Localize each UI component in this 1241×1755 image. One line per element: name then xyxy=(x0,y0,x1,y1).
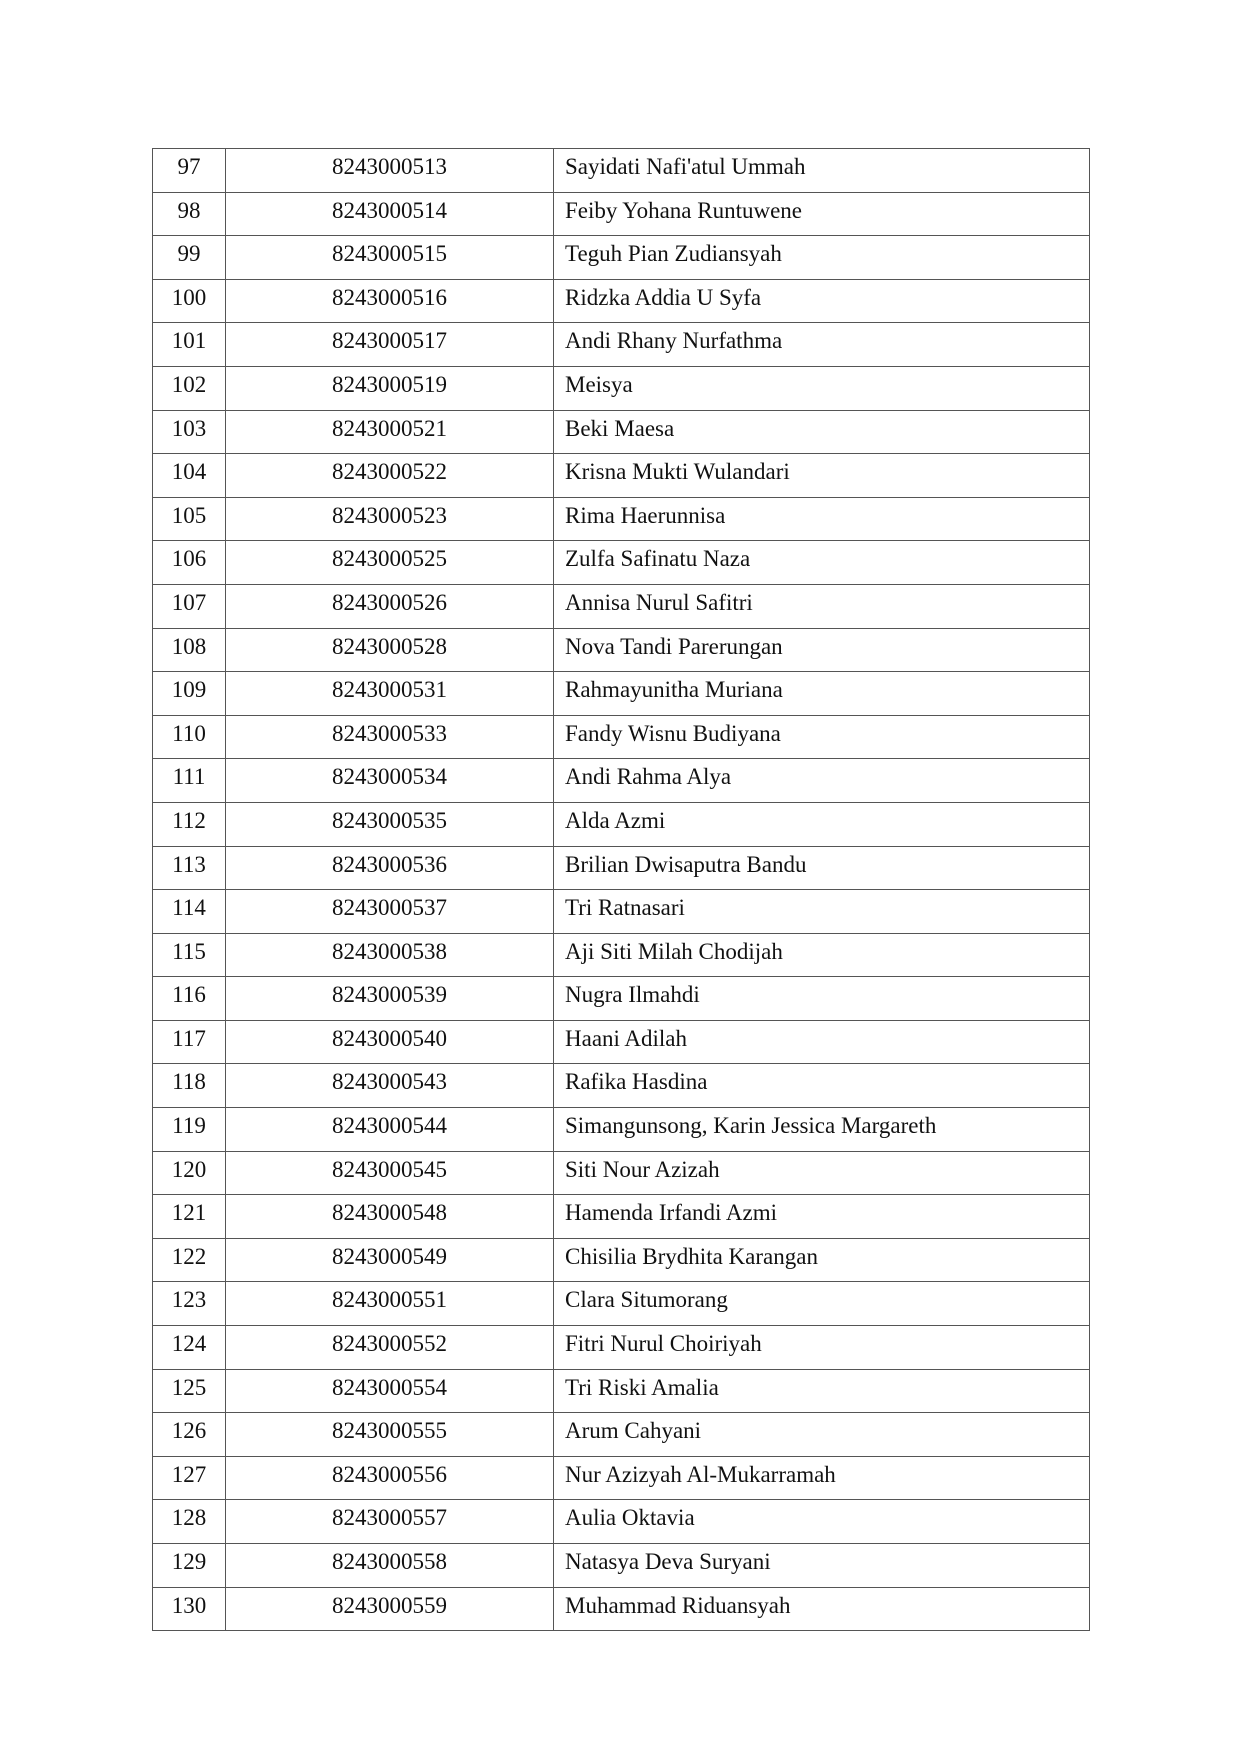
student-name-text: Zulfa Safinatu Naza xyxy=(565,546,751,572)
student-id-cell xyxy=(226,1151,554,1195)
row-number-text: 106 xyxy=(171,546,207,572)
student-id-cell xyxy=(226,890,554,934)
student-name-text: Meisya xyxy=(565,371,633,397)
row-number-cell xyxy=(153,1151,226,1195)
table-row xyxy=(153,1587,1090,1631)
row-number-cell xyxy=(153,454,226,498)
row-number-cell xyxy=(153,977,226,1021)
row-number-text: 104 xyxy=(171,459,207,485)
student-id-cell xyxy=(226,933,554,977)
student-name-text: Simangunsong, Karin Jessica Margareth xyxy=(565,1113,937,1139)
student-id-cell xyxy=(226,192,554,236)
table-row xyxy=(153,1500,1090,1544)
student-name-text: Clara Situmorang xyxy=(565,1287,728,1313)
row-number-text: 98 xyxy=(177,197,201,223)
student-name-cell xyxy=(554,1369,1090,1413)
student-id-text: 8243000540 xyxy=(332,1025,447,1051)
row-number-cell xyxy=(153,410,226,454)
table-row xyxy=(153,1413,1090,1457)
student-id-cell xyxy=(226,1238,554,1282)
table-row xyxy=(153,410,1090,454)
table-body xyxy=(153,149,1090,1631)
student-name-cell xyxy=(554,410,1090,454)
table-row xyxy=(153,1108,1090,1152)
student-id-text: 8243000549 xyxy=(332,1243,447,1269)
row-number-cell xyxy=(153,1195,226,1239)
row-number-text: 102 xyxy=(171,371,207,397)
student-name-cell xyxy=(554,497,1090,541)
table-row xyxy=(153,715,1090,759)
row-number-cell xyxy=(153,672,226,716)
student-name-text: Sayidati Nafi'atul Ummah xyxy=(565,154,806,179)
student-name-cell xyxy=(554,1238,1090,1282)
row-number-cell xyxy=(153,497,226,541)
student-id-cell xyxy=(226,628,554,672)
row-number-text: 105 xyxy=(171,502,207,528)
student-name-cell xyxy=(554,366,1090,410)
table-row xyxy=(153,1544,1090,1588)
student-name-cell xyxy=(554,1500,1090,1544)
table-row xyxy=(153,890,1090,934)
student-name-text: Arum Cahyani xyxy=(565,1418,702,1444)
table-row xyxy=(153,628,1090,672)
row-number-cell xyxy=(153,236,226,280)
table-row xyxy=(153,541,1090,585)
table-row xyxy=(153,236,1090,280)
row-number-cell xyxy=(153,1282,226,1326)
student-id-text: 8243000551 xyxy=(332,1287,447,1313)
row-number-cell xyxy=(153,1108,226,1152)
row-number-text: 122 xyxy=(171,1243,207,1269)
student-id-text: 8243000554 xyxy=(332,1374,447,1400)
row-number-text: 125 xyxy=(171,1374,207,1400)
student-name-cell xyxy=(554,454,1090,498)
row-number-text: 116 xyxy=(172,982,206,1008)
student-name-cell xyxy=(554,628,1090,672)
student-name-cell xyxy=(554,1544,1090,1588)
student-name-cell xyxy=(554,1282,1090,1326)
student-id-text: 8243000552 xyxy=(332,1331,447,1357)
student-id-cell xyxy=(226,802,554,846)
student-id-text: 8243000544 xyxy=(332,1113,447,1139)
row-number-cell xyxy=(153,1326,226,1370)
student-id-text: 8243000536 xyxy=(332,851,447,877)
student-id-text: 8243000545 xyxy=(332,1156,447,1182)
row-number-text: 121 xyxy=(171,1200,207,1226)
student-id-cell xyxy=(226,1108,554,1152)
row-number-cell xyxy=(153,1544,226,1588)
row-number-text: 129 xyxy=(171,1549,207,1574)
student-name-text: Teguh Pian Zudiansyah xyxy=(565,241,782,267)
row-number-text: 107 xyxy=(171,589,207,615)
row-number-text: 99 xyxy=(177,241,201,267)
student-name-text: Brilian Dwisaputra Bandu xyxy=(565,851,807,877)
student-id-text: 8243000517 xyxy=(332,328,447,354)
student-id-text: 8243000555 xyxy=(332,1418,447,1444)
row-number-cell xyxy=(153,1413,226,1457)
row-number-cell xyxy=(153,802,226,846)
table-row xyxy=(153,279,1090,323)
table-row xyxy=(153,1238,1090,1282)
table-row xyxy=(153,802,1090,846)
row-number-text: 120 xyxy=(171,1156,207,1182)
student-name-text: Annisa Nurul Safitri xyxy=(565,589,753,615)
student-id-text: 8243000514 xyxy=(332,197,447,223)
table-row xyxy=(153,1326,1090,1370)
student-name-text: Fandy Wisnu Budiyana xyxy=(565,720,781,746)
student-id-text: 8243000521 xyxy=(332,415,447,441)
student-id-cell xyxy=(226,454,554,498)
row-number-text: 113 xyxy=(172,851,206,877)
row-number-cell xyxy=(153,1587,226,1631)
student-name-text: Aulia Oktavia xyxy=(565,1505,695,1531)
student-name-text: Andi Rhany Nurfathma xyxy=(565,328,783,354)
table-row xyxy=(153,497,1090,541)
student-name-text: Ridzka Addia U Syfa xyxy=(565,284,762,310)
row-number-cell xyxy=(153,366,226,410)
student-name-text: Hamenda Irfandi Azmi xyxy=(565,1200,778,1226)
student-name-text: Rahmayunitha Muriana xyxy=(565,677,783,703)
student-name-cell xyxy=(554,672,1090,716)
student-id-cell xyxy=(226,541,554,585)
table-row xyxy=(153,366,1090,410)
student-list-table xyxy=(152,148,1090,1631)
student-id-text: 8243000516 xyxy=(332,284,447,310)
table-row xyxy=(153,977,1090,1021)
student-name-cell xyxy=(554,1020,1090,1064)
student-id-text: 8243000534 xyxy=(332,764,447,790)
student-name-text: Rafika Hasdina xyxy=(565,1069,708,1095)
row-number-text: 112 xyxy=(172,807,206,833)
table-row xyxy=(153,454,1090,498)
row-number-text: 128 xyxy=(171,1505,207,1531)
student-id-text: 8243000523 xyxy=(332,502,447,528)
table-row xyxy=(153,1195,1090,1239)
row-number-cell xyxy=(153,759,226,803)
student-name-cell xyxy=(554,541,1090,585)
student-id-text: 8243000556 xyxy=(332,1461,447,1487)
student-name-text: Fitri Nurul Choiriyah xyxy=(565,1331,762,1357)
row-number-cell xyxy=(153,1500,226,1544)
student-name-cell xyxy=(554,715,1090,759)
row-number-text: 103 xyxy=(171,415,207,441)
student-id-text: 8243000559 xyxy=(332,1592,447,1618)
student-name-text: Nur Azizyah Al-Mukarramah xyxy=(565,1461,836,1487)
row-number-text: 97 xyxy=(177,154,201,179)
student-id-text: 8243000515 xyxy=(332,241,447,267)
row-number-cell xyxy=(153,323,226,367)
table-row xyxy=(153,1456,1090,1500)
table-row xyxy=(153,149,1090,193)
row-number-text: 119 xyxy=(172,1113,206,1139)
student-id-cell xyxy=(226,279,554,323)
student-id-cell xyxy=(226,584,554,628)
table-row xyxy=(153,933,1090,977)
student-id-cell xyxy=(226,1020,554,1064)
student-name-cell xyxy=(554,236,1090,280)
student-id-text: 8243000531 xyxy=(332,677,447,703)
student-name-text: Beki Maesa xyxy=(565,415,675,441)
student-id-text: 8243000543 xyxy=(332,1069,447,1095)
student-id-cell xyxy=(226,366,554,410)
student-id-cell xyxy=(226,1369,554,1413)
row-number-cell xyxy=(153,541,226,585)
row-number-text: 108 xyxy=(171,633,207,659)
student-name-text: Tri Riski Amalia xyxy=(565,1374,719,1400)
student-name-text: Tri Ratnasari xyxy=(565,895,685,921)
row-number-cell xyxy=(153,1020,226,1064)
row-number-text: 124 xyxy=(171,1331,207,1357)
student-id-text: 8243000525 xyxy=(332,546,447,572)
row-number-text: 127 xyxy=(171,1461,207,1487)
table-row xyxy=(153,584,1090,628)
row-number-cell xyxy=(153,1238,226,1282)
row-number-cell xyxy=(153,1456,226,1500)
student-id-text: 8243000557 xyxy=(332,1505,447,1531)
table-row xyxy=(153,846,1090,890)
row-number-cell xyxy=(153,1369,226,1413)
student-name-text: Muhammad Riduansyah xyxy=(565,1592,791,1618)
student-name-cell xyxy=(554,1326,1090,1370)
student-id-cell xyxy=(226,236,554,280)
row-number-cell xyxy=(153,584,226,628)
student-id-cell xyxy=(226,672,554,716)
student-id-cell xyxy=(226,846,554,890)
row-number-text: 118 xyxy=(172,1069,206,1095)
row-number-cell xyxy=(153,846,226,890)
student-name-text: Rima Haerunnisa xyxy=(565,502,726,528)
row-number-text: 110 xyxy=(172,720,206,746)
row-number-text: 123 xyxy=(171,1287,207,1313)
table-row xyxy=(153,192,1090,236)
student-name-text: Feiby Yohana Runtuwene xyxy=(565,197,803,223)
student-id-cell xyxy=(226,1282,554,1326)
student-name-text: Haani Adilah xyxy=(565,1025,687,1051)
row-number-text: 111 xyxy=(172,764,206,790)
student-id-text: 8243000528 xyxy=(332,633,447,659)
student-name-cell xyxy=(554,802,1090,846)
student-id-text: 8243000513 xyxy=(332,154,447,179)
row-number-text: 101 xyxy=(171,328,207,354)
student-id-cell xyxy=(226,410,554,454)
row-number-cell xyxy=(153,890,226,934)
student-name-cell xyxy=(554,279,1090,323)
student-name-cell xyxy=(554,933,1090,977)
student-name-cell xyxy=(554,323,1090,367)
row-number-cell xyxy=(153,1064,226,1108)
student-name-cell xyxy=(554,584,1090,628)
row-number-text: 117 xyxy=(172,1025,206,1051)
student-name-cell xyxy=(554,977,1090,1021)
student-name-text: Krisna Mukti Wulandari xyxy=(565,459,790,485)
student-name-cell xyxy=(554,846,1090,890)
table-row xyxy=(153,1369,1090,1413)
row-number-text: 130 xyxy=(171,1592,207,1618)
student-id-text: 8243000538 xyxy=(332,938,447,964)
student-name-text: Chisilia Brydhita Karangan xyxy=(565,1243,818,1269)
student-id-text: 8243000558 xyxy=(332,1549,447,1574)
row-number-cell xyxy=(153,933,226,977)
student-id-text: 8243000522 xyxy=(332,459,447,485)
student-name-text: Nova Tandi Parerungan xyxy=(565,633,783,659)
table-row xyxy=(153,672,1090,716)
student-name-cell xyxy=(554,149,1090,193)
student-name-cell xyxy=(554,1064,1090,1108)
student-name-cell xyxy=(554,890,1090,934)
student-id-cell xyxy=(226,759,554,803)
table-row xyxy=(153,1020,1090,1064)
student-id-text: 8243000526 xyxy=(332,589,447,615)
student-id-cell xyxy=(226,1064,554,1108)
student-id-cell xyxy=(226,497,554,541)
row-number-cell xyxy=(153,279,226,323)
student-id-cell xyxy=(226,149,554,193)
student-id-cell xyxy=(226,323,554,367)
row-number-text: 126 xyxy=(171,1418,207,1444)
student-name-cell xyxy=(554,1108,1090,1152)
student-id-text: 8243000535 xyxy=(332,807,447,833)
student-id-text: 8243000519 xyxy=(332,371,447,397)
student-id-text: 8243000548 xyxy=(332,1200,447,1226)
student-id-text: 8243000537 xyxy=(332,895,447,921)
student-id-text: 8243000533 xyxy=(332,720,447,746)
student-name-text: Nugra Ilmahdi xyxy=(565,982,700,1008)
student-name-cell xyxy=(554,1151,1090,1195)
row-number-text: 100 xyxy=(171,284,207,310)
row-number-cell xyxy=(153,628,226,672)
row-number-cell xyxy=(153,192,226,236)
student-name-text: Natasya Deva Suryani xyxy=(565,1549,771,1574)
student-id-cell xyxy=(226,1326,554,1370)
row-number-cell xyxy=(153,715,226,759)
row-number-text: 109 xyxy=(171,677,207,703)
row-number-text: 115 xyxy=(172,938,206,964)
student-id-cell xyxy=(226,1544,554,1588)
student-id-cell xyxy=(226,1195,554,1239)
student-id-cell xyxy=(226,1500,554,1544)
table-row xyxy=(153,1151,1090,1195)
row-number-text: 114 xyxy=(172,895,206,921)
table-row xyxy=(153,759,1090,803)
table-row xyxy=(153,1282,1090,1326)
student-name-text: Alda Azmi xyxy=(565,807,666,833)
student-name-cell xyxy=(554,759,1090,803)
student-id-text: 8243000539 xyxy=(332,982,447,1008)
student-name-text: Siti Nour Azizah xyxy=(565,1156,720,1182)
student-name-text: Andi Rahma Alya xyxy=(565,764,732,790)
student-id-cell xyxy=(226,1587,554,1631)
student-name-cell xyxy=(554,1195,1090,1239)
student-id-cell xyxy=(226,1413,554,1457)
table-row xyxy=(153,323,1090,367)
student-name-cell xyxy=(554,1587,1090,1631)
table-row xyxy=(153,1064,1090,1108)
student-name-cell xyxy=(554,1456,1090,1500)
student-name-cell xyxy=(554,1413,1090,1457)
row-number-cell xyxy=(153,149,226,193)
student-id-cell xyxy=(226,1456,554,1500)
student-id-cell xyxy=(226,977,554,1021)
student-id-cell xyxy=(226,715,554,759)
student-name-text: Aji Siti Milah Chodijah xyxy=(565,938,783,964)
student-name-cell xyxy=(554,192,1090,236)
